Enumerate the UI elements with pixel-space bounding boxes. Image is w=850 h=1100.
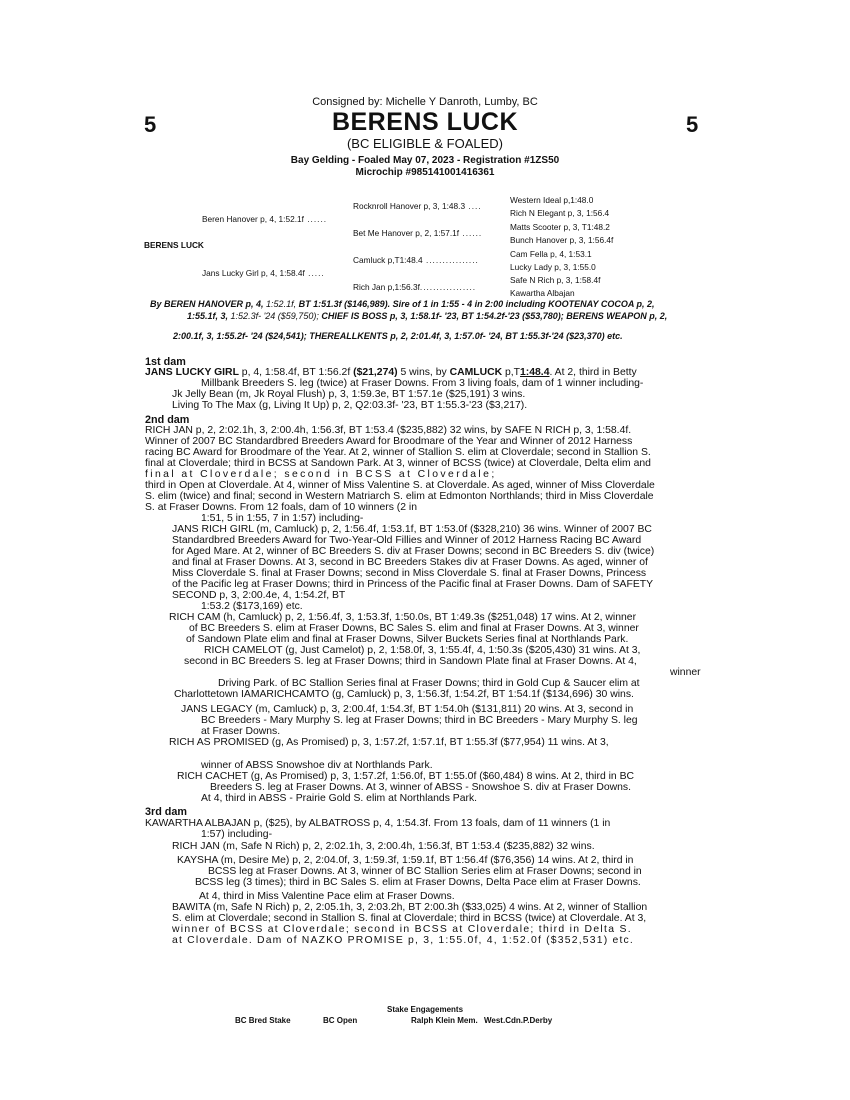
produce-line: JANS LEGACY (m, Camluck) p, 3, 2:00.4f, 1:54.3f, BT 1:54.0h ($131,811) 20 wins. At 3, second in	[181, 704, 634, 715]
third-dam-heading: 3rd dam	[145, 806, 188, 818]
produce-line: RICH AS PROMISED (g, As Promised) p, 3, 1:57.2f, 1:57.1f, BT 1:55.3f ($77,954) 11 wins. At 3,	[169, 737, 609, 748]
produce-line: winner	[670, 667, 701, 678]
third-dam-line: KAWARTHA ALBAJAN p, ($25), by ALBATROSS p, 4, 1:54.3f. From 13 foals, dam of 11 winners (1 in	[145, 818, 611, 829]
pedigree-sire-sire: Rocknroll Hanover p, 3, 1:48.3 ....	[353, 201, 482, 211]
produce-line: Driving Park. of BC Stallion Series final at Fraser Downs; third in Gold Cup & Saucer elim at	[218, 678, 640, 689]
pedigree-subject: BERENS LUCK	[144, 240, 204, 250]
second-dam-line: S. elim (twice) and final; second in Western Matriarch S. elim at Edmonton Northlands; third in Miss Cloverdale	[145, 491, 654, 502]
pedigree-g3: Kawartha Albajan	[510, 288, 575, 298]
produce-line: at Fraser Downs.	[201, 726, 281, 737]
first-dam-line: Millbank Breeders S. leg (twice) at Fraser Downs. From 3 living foals, dam of 1 winner including-	[201, 378, 644, 389]
horse-description	[0, 155, 850, 179]
first-dam-heading: 1st dam	[145, 356, 186, 368]
produce-line: winner of BCSS at Cloverdale; second in BCSS at Cloverdale; third in Delta S.	[172, 924, 632, 935]
second-dam-line: S. at Fraser Downs. From 12 foals, dam of 10 winners (2 in	[145, 502, 417, 513]
produce-line: 1:53.2 ($173,169) etc.	[201, 601, 303, 612]
hip-number-right: 5	[686, 112, 699, 137]
first-dam-line: Living To The Max (g, Living It Up) p, 2, Q2:03.3f- '23, BT 1:55.3-'23 ($3,217).	[172, 400, 528, 411]
produce-line: RICH CACHET (g, As Promised) p, 3, 1:57.2f, 1:56.0f, BT 1:55.0f ($60,484) 8 wins. At 2, third in BC	[177, 771, 635, 782]
produce-line: Breeders S. leg at Fraser Downs. At 3, winner of ABSS - Snowshoe S. div at Fraser Downs.	[210, 782, 632, 793]
pedigree-g3: Bunch Hanover p, 3, 1:56.4f	[510, 235, 614, 245]
second-dam-line: 1:51, 5 in 1:55, 7 in 1:57) including-	[201, 513, 364, 524]
third-dam-line: 1:57) including-	[201, 829, 273, 840]
sire-summary-line: 1:55.1f, 3, 1:52.3f- '24 ($59,750); CHIEF IS BOSS p, 3, 1:58.1f- '23, BT 1:54.2f-'23 ($53,780); BERENS WEAPON p, 2,	[187, 311, 668, 321]
pedigree-dam: Jans Lucky Girl p, 4, 1:58.4f .....	[202, 268, 325, 278]
produce-line: KAYSHA (m, Desire Me) p, 2, 2:04.0f, 3, 1:59.3f, 1:59.1f, BT 1:56.4f ($76,356) 14 wins. At 2, third in	[177, 855, 634, 866]
eligibility: (BC ELIGIBLE & FOALED)	[346, 136, 504, 151]
produce-line: RICH JAN (m, Safe N Rich) p, 2, 2:02.1h, 3, 2:00.4h, 1:56.3f, BT 1:53.4 ($235,882) 32 wins.	[172, 841, 595, 852]
produce-line: S. elim at Cloverdale; second in Stallion S. final at Cloverdale; third in BCSS (twice) at Cloverdale. At 3,	[172, 913, 647, 924]
first-dam-line: Jk Jelly Bean (m, Jk Royal Flush) p, 3, 1:59.3e, BT 1:57.1e ($25,191) 3 wins.	[172, 389, 526, 400]
second-dam-line: final at Cloverdale; third in BCSS at Sandown Park. At 3, winner of BCSS (twice) at Cloverdale, Delta elim and	[145, 458, 651, 469]
pedigree-g3: Safe N Rich p, 3, 1:58.4f	[510, 275, 601, 285]
produce-line: At 4, third in Miss Valentine Pace elim at Fraser Downs.	[199, 891, 455, 902]
pedigree-g3: Western Ideal p,1:48.0	[510, 195, 594, 205]
second-dam-heading: 2nd dam	[145, 414, 190, 426]
second-dam-line: RICH JAN p, 2, 2:02.1h, 3, 2:00.4h, 1:56.3f, BT 1:53.4 ($235,882) 32 wins, by SAFE N RICH p, 3, 1:58.4f.	[145, 425, 632, 436]
horse-name: BERENS LUCK	[331, 108, 519, 136]
second-dam-line: racing BC Award for Broodmare of the Year. At 2, winner of Stallion S. elim at Cloverdale; second in Stallion S.	[145, 447, 651, 458]
produce-line: winner of ABSS Snowshoe div at Northlands Park.	[201, 760, 433, 771]
produce-line: BAWITA (m, Safe N Rich) p, 2, 2:05.1h, 3, 2:03.2h, BT 2:00.3h ($33,025) 4 wins. At 2, winner of Stallion	[172, 902, 648, 913]
second-dam-line: Winner of 2007 BC Standardbred Breeders Award for Broodmare of the Year and Winner of 2012 Harness	[145, 436, 633, 447]
produce-line: RICH CAMELOT (g, Just Camelot) p, 2, 1:58.0f, 3, 1:55.4f, 4, 1:50.3s ($205,430) 31 wins. At 3,	[204, 645, 641, 656]
produce-line: of Sandown Plate elim and final at Fraser Downs, Silver Buckets Series final at Northlands Park.	[186, 634, 629, 645]
produce-line: of the Pacific leg at Fraser Downs; third in Princess of the Pacific final at Fraser Downs. Dam of SAFETY	[172, 579, 654, 590]
second-dam-line: final at Cloverdale; second in BCSS at Cloverdale;	[145, 469, 497, 480]
produce-line: BC Breeders - Mary Murphy S. leg at Fraser Downs; third in BC Breeders - Mary Murphy S. leg	[201, 715, 638, 726]
sire-summary	[150, 298, 710, 342]
produce-line: second in BC Breeders S. leg at Fraser Downs; third in Sandown Plate final at Fraser Downs. At 4,	[184, 656, 637, 667]
produce-line: RICH CAM (h, Camluck) p, 2, 1:56.4f, 3, 1:53.3f, 1:50.0s, BT 1:49.3s ($251,048) 17 wins. At 2, winner	[169, 612, 637, 623]
stake-item: BC Bred Stake	[235, 1016, 291, 1025]
produce-line: of BC Breeders S. elim at Fraser Downs, BC Sales S. elim and final at Fraser Downs. At 3, winner	[189, 623, 639, 634]
sire-summary-line: 2:00.1f, 3, 1:55.2f- '24 ($24,541); THEREALLKENTS p, 2, 2:01.4f, 3, 1:57.0f- '24, BT 1:55.3f-'24 ($23,370) etc.	[173, 331, 623, 341]
second-dam-line: third in Open at Cloverdale. At 4, winner of Miss Valentine S. at Cloverdale. As aged, winner of Miss Cloverdale	[145, 480, 655, 491]
pedigree-g3: Cam Fella p, 4, 1:53.1	[510, 249, 592, 259]
pedigree-g3: Rich N Elegant p, 3, 1:56.4	[510, 208, 610, 218]
sire-summary-line: By BEREN HANOVER p, 4, 1:52.1f, BT 1:51.3f ($146,989). Sire of 1 in 1:55 - 4 in 2:00 including KOOTENAY COCOA p, 2,	[150, 299, 655, 309]
produce-line: Standardbred Breeders Award for Two-Year-Old Fillies and Winner of 2012 Harness Racing BC Award	[172, 535, 642, 546]
produce-line: Charlottetown IAMARICHCAMTO (g, Camluck) p, 3, 1:56.3f, 1:54.2f, BT 1:54.1f ($134,696) 30 wins.	[174, 689, 634, 700]
produce-line: BCSS leg (3 times); third in BC Sales S. elim at Fraser Downs, Delta Pace elim at Fraser Downs.	[195, 877, 641, 888]
first-dam-line: JANS LUCKY GIRL p, 4, 1:58.4f, BT 1:56.2f ($21,274) 5 wins, by CAMLUCK p,T1:48.4. At 2, third in Betty	[145, 367, 637, 378]
pedigree-g3: Matts Scooter p, 3, T1:48.2	[510, 222, 610, 232]
produce-line: and final at Fraser Downs. At 3, second in BC Breeders Stakes div at Fraser Downs. As aged, winner of	[172, 557, 648, 568]
pedigree-sire: Beren Hanover p, 4, 1:52.1f ......	[202, 214, 328, 224]
microchip-line: Microchip #985141001416361	[355, 167, 495, 178]
produce-line: Miss Cloverdale S. final at Fraser Downs; second in Miss Cloverdale S. final at Fraser Downs, Princess	[172, 568, 647, 579]
pedigree-g3: Lucky Lady p, 3, 1:55.0	[510, 262, 596, 272]
produce-line: for Aged Mare. At 2, winner of BC Breeders S. div at Fraser Downs; second in BC Breeders S. div (twice)	[172, 546, 655, 557]
consignor-line: Consigned by: Michelle Y Danroth, Lumby, BC	[312, 96, 538, 108]
produce-line: at Cloverdale. Dam of NAZKO PROMISE p, 3, 1:55.0f, 4, 1:52.0f ($352,531) etc.	[172, 935, 635, 946]
pedigree-dam-dam: Rich Jan p,1:56.3f.................	[353, 282, 477, 292]
stake-item: West.Cdn.P.Derby	[484, 1016, 553, 1025]
produce-line: JANS RICH GIRL (m, Camluck) p, 2, 1:56.4f, 1:53.1f, BT 1:53.0f ($328,210) 36 wins. Winner of 2007 BC	[172, 524, 652, 535]
produce-line: SECOND p, 3, 2:00.4e, 4, 1:54.2f, BT	[172, 590, 346, 601]
hip-number-left: 5	[144, 112, 157, 137]
pedigree-dam-sire: Camluck p,T1:48.4 ................	[353, 255, 479, 265]
produce-line: BCSS leg at Fraser Downs. At 3, winner of BC Stallion Series elim at Fraser Downs; second in	[208, 866, 642, 877]
stake-engagements-heading: Stake Engagements	[386, 1005, 464, 1014]
produce-line: At 4, third in ABSS - Prairie Gold S. elim at Northlands Park.	[201, 793, 478, 804]
stake-item: BC Open	[323, 1016, 358, 1025]
stake-item: Ralph Klein Mem.	[411, 1016, 478, 1025]
description-line: Bay Gelding - Foaled May 07, 2023 - Registration #1ZS50	[290, 155, 560, 166]
pedigree-sire-dam: Bet Me Hanover p, 2, 1:57.1f ......	[353, 228, 483, 238]
